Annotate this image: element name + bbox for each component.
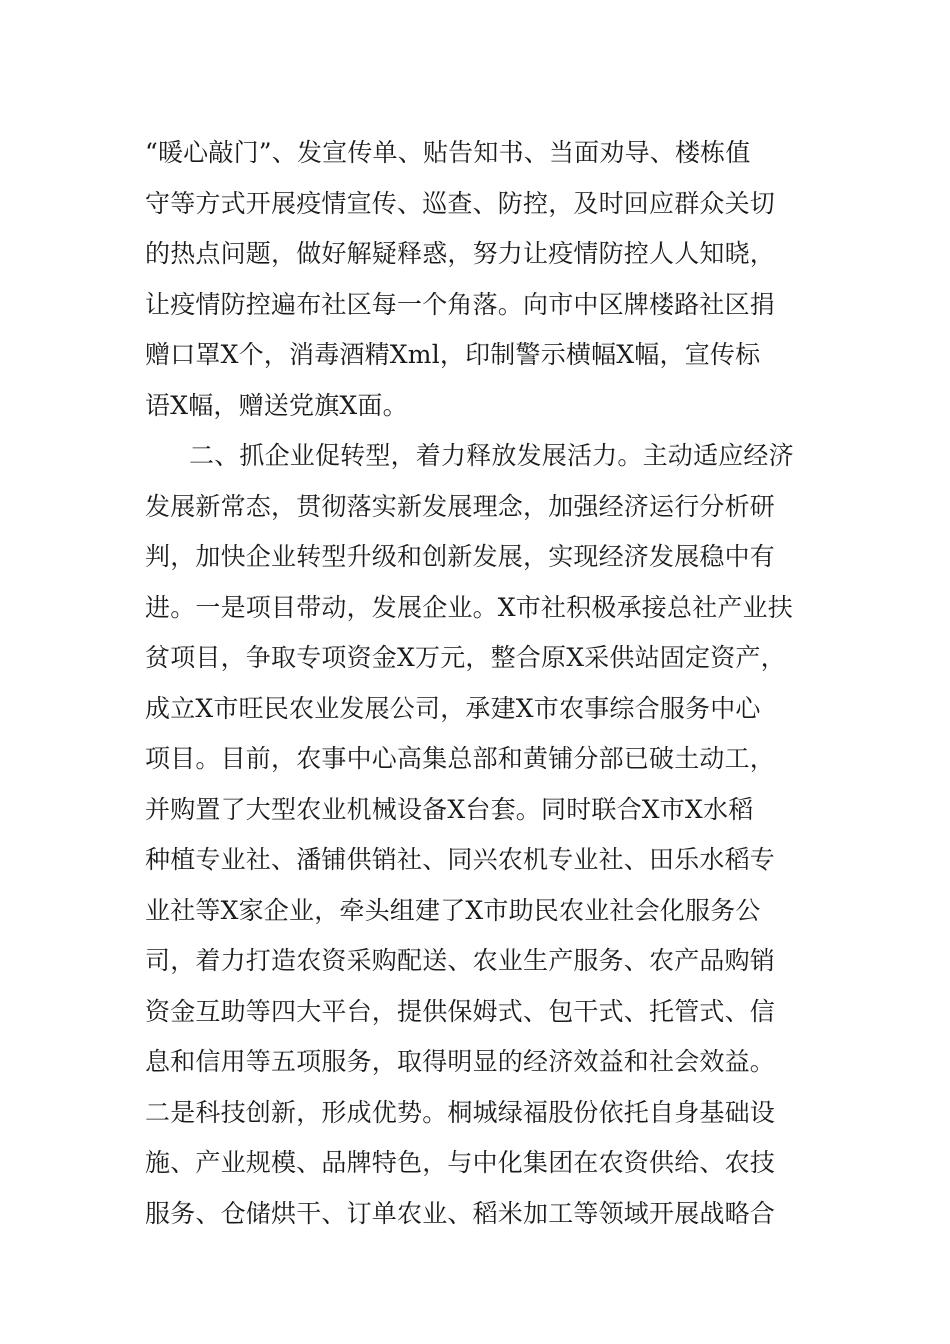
text-line-8: 发展新常态，贯彻落实新发展理念，加强经济运行分析研 <box>145 491 776 521</box>
text-line-15: 种植专业社、潘铺供销社、同兴农机专业社、田乐水稻专 <box>145 845 776 874</box>
text-line-10: 进。一是项目带动，发展企业。X市社积极承接总社产业扶 <box>145 592 794 622</box>
text-line-14: 并购置了大型农业机械设备X台套。同时联合X市X水稻 <box>145 794 754 824</box>
text-line-20: 二是科技创新，形成优势。桐城绿福股份依托自身基础设 <box>145 1097 776 1127</box>
text-line-17: 司，着力打造农资采购配送、农业生产服务、农产品购销 <box>145 946 776 975</box>
text-line-5: 赠口罩X个，消毒酒精Xml，印制警示横幅X幅，宣传标 <box>145 340 761 369</box>
text-line-2: 守等方式开展疫情宣传、巡查、防控，及时回应群众关切 <box>145 188 776 218</box>
text-line-12: 成立X市旺民农业发展公司，承建X市农事综合服务中心 <box>145 693 761 723</box>
text-line-19: 息和信用等五项服务，取得明显的经济效益和社会效益。 <box>145 1047 776 1076</box>
section-two-heading-line: 二、抓企业促转型，着力释放发展活力。主动适应经济 <box>189 441 794 470</box>
text-line-1: “暖心敲门”、发宣传单、贴告知书、当面劝导、楼栋值 <box>145 138 751 167</box>
text-line-13: 项目。目前，农事中心高集总部和黄铺分部已破土动工， <box>145 744 776 773</box>
text-line-3: 的热点问题，做好解疑释惑，努力让疫情防控人人知晓， <box>145 239 776 268</box>
text-line-18: 资金互助等四大平台，提供保姆式、包干式、托管式、信 <box>145 996 776 1026</box>
text-line-21: 施、产业规模、品牌特色，与中化集团在农资供给、农技 <box>145 1148 776 1177</box>
text-line-6: 语X幅，赠送党旗X面。 <box>145 390 408 420</box>
text-line-9: 判，加快企业转型升级和创新发展，实现经济发展稳中有 <box>145 542 776 571</box>
body-text <box>145 128 825 1239</box>
text-line-4: 让疫情防控遍布社区每一个角落。向市中区牌楼路社区捐 <box>145 289 776 319</box>
text-line-22: 服务、仓储烘干、订单农业、稻米加工等领域开展战略合 <box>145 1198 776 1228</box>
text-line-11: 贫项目，争取专项资金X万元，整合原X采供站固定资产， <box>145 643 786 672</box>
text-line-16: 业社等X家企业，牵头组建了X市助民农业社会化服务公 <box>145 895 761 925</box>
